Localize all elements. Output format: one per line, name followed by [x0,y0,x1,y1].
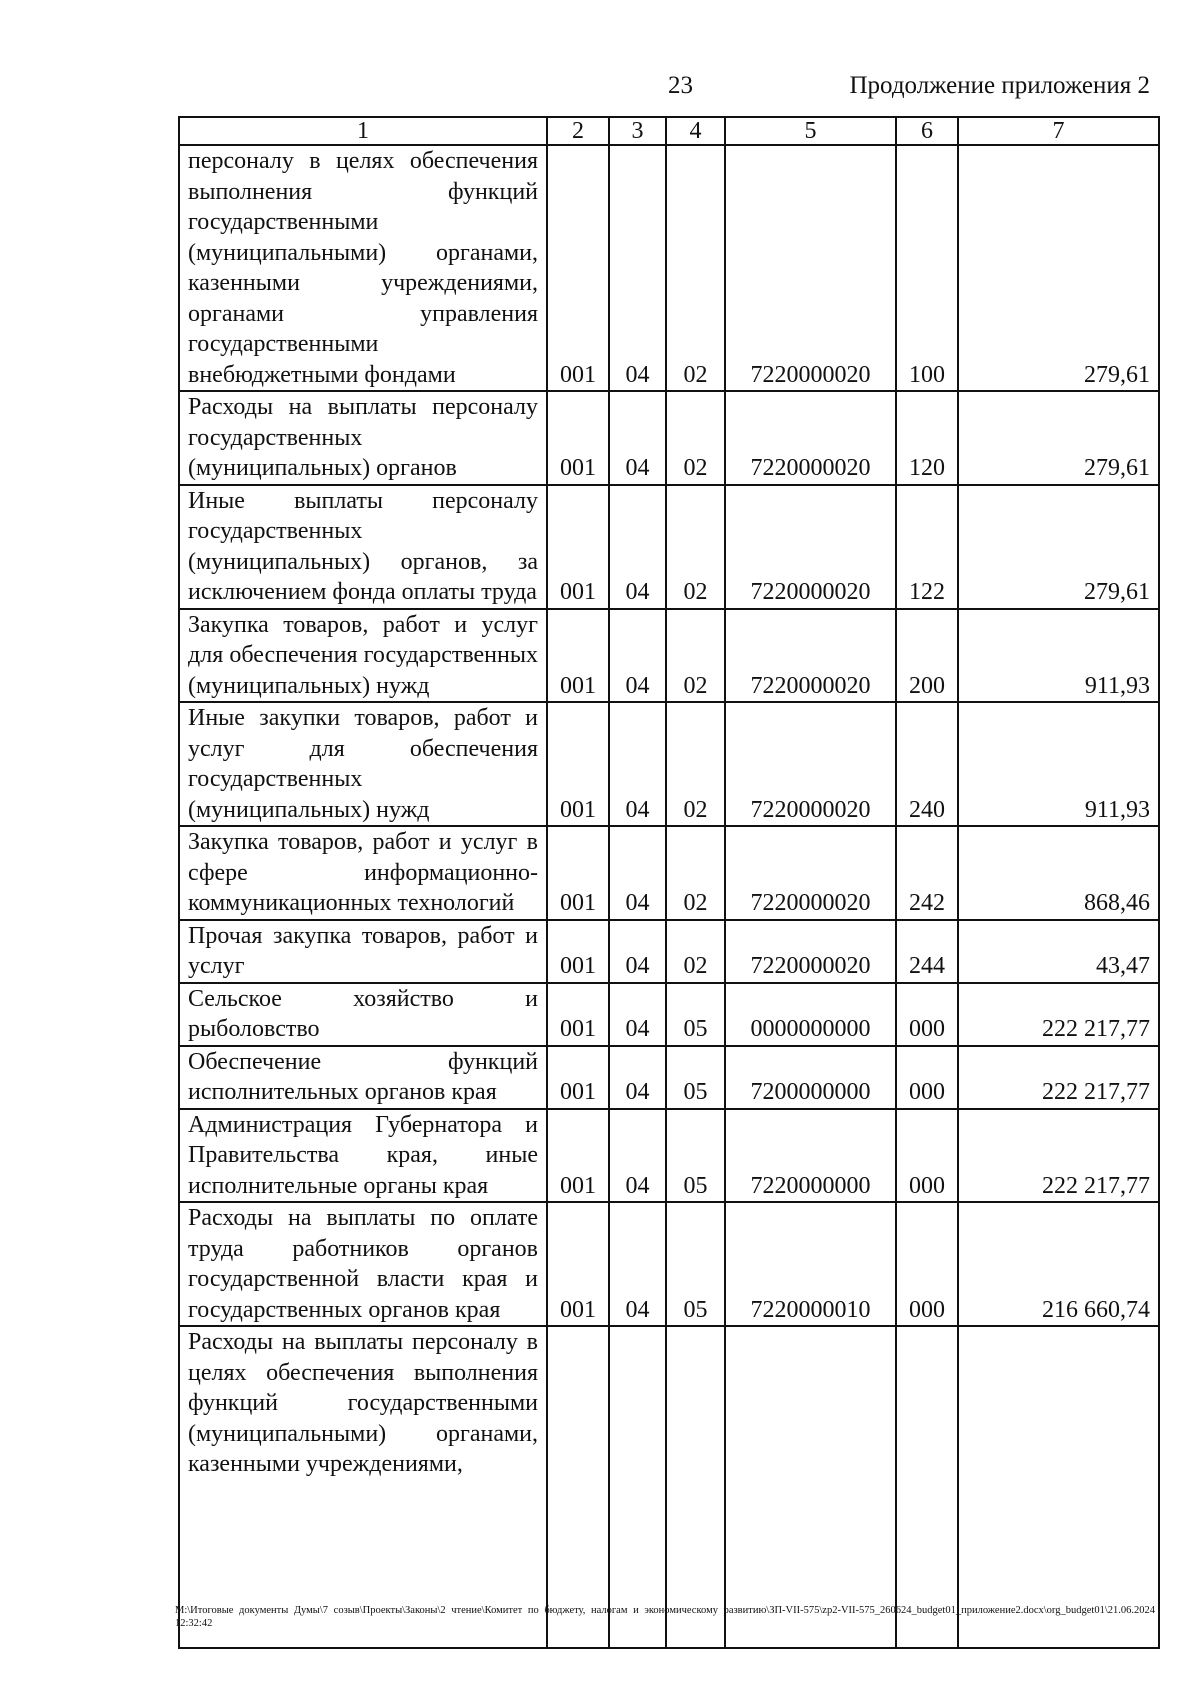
column-header: 2 [547,117,609,145]
row-description: Закупка товаров, работ и услуг для обеспечения государственных (муниципальных) нужд [179,609,547,703]
row-admin-code: 001 [547,702,609,826]
row-subsection-code: 02 [666,485,725,609]
table-row [179,1326,1159,1648]
row-expense-type-code: 000 [896,983,958,1046]
column-number-row [179,117,1159,145]
row-subsection-code [666,1326,725,1648]
row-amount: 279,61 [958,391,1159,485]
row-target-article-code: 7220000020 [725,826,896,920]
appendix-continuation-label: Продолжение приложения 2 [849,72,1150,99]
row-section-code: 04 [609,826,666,920]
row-amount: 868,46 [958,826,1159,920]
row-description: Иные выплаты персоналу государственных (муниципальных) органов, за исключением фонда оплаты труда [179,485,547,609]
table-row [179,609,1159,703]
row-admin-code [547,1326,609,1648]
row-target-article-code: 7220000000 [725,1109,896,1203]
row-amount: 222 217,77 [958,1109,1159,1203]
row-description: Закупка товаров, работ и услуг в сфере информационно-коммуникационных технологий [179,826,547,920]
row-target-article-code: 7220000020 [725,920,896,983]
table-body [179,145,1159,1648]
row-subsection-code: 05 [666,1202,725,1326]
row-subsection-code: 02 [666,702,725,826]
row-expense-type-code: 100 [896,145,958,391]
document-path-footer: M:\Итоговые документы Думы\7 созыв\Проекты\Законы\2 чтение\Комитет по бюджету, налогам и экономическому развитию\ЗП-VII-575\zp2-VII-575_260624_budget01_приложение2.docx\org_budget01\21.06.2024 12:32:42 [175,1605,1155,1629]
row-amount [958,1326,1159,1648]
row-description: Администрация Губернатора и Правительства края, иные исполнительные органы края [179,1109,547,1203]
row-admin-code: 001 [547,145,609,391]
page-number: 23 [668,72,693,99]
row-amount: 216 660,74 [958,1202,1159,1326]
row-expense-type-code: 120 [896,391,958,485]
row-target-article-code: 7220000020 [725,702,896,826]
column-header: 7 [958,117,1159,145]
row-description: Прочая закупка товаров, работ и услуг [179,920,547,983]
row-section-code: 04 [609,920,666,983]
row-subsection-code: 05 [666,983,725,1046]
table-row [179,485,1159,609]
row-section-code: 04 [609,983,666,1046]
row-subsection-code: 02 [666,391,725,485]
column-header: 5 [725,117,896,145]
row-description: Расходы на выплаты персоналу государственных (муниципальных) органов [179,391,547,485]
row-amount: 279,61 [958,145,1159,391]
row-section-code: 04 [609,702,666,826]
row-section-code: 04 [609,1202,666,1326]
row-admin-code: 001 [547,609,609,703]
table-row [179,1202,1159,1326]
row-description: Иные закупки товаров, работ и услуг для обеспечения государственных (муниципальных) нужд [179,702,547,826]
row-expense-type-code: 000 [896,1046,958,1109]
row-expense-type-code: 000 [896,1202,958,1326]
row-admin-code: 001 [547,826,609,920]
row-subsection-code: 02 [666,920,725,983]
table-row [179,1046,1159,1109]
row-expense-type-code: 122 [896,485,958,609]
row-expense-type-code: 242 [896,826,958,920]
row-amount: 222 217,77 [958,983,1159,1046]
table-row [179,826,1159,920]
row-target-article-code: 7220000010 [725,1202,896,1326]
column-header: 6 [896,117,958,145]
column-header: 4 [666,117,725,145]
row-expense-type-code: 000 [896,1109,958,1203]
row-admin-code: 001 [547,920,609,983]
row-amount: 222 217,77 [958,1046,1159,1109]
row-amount: 43,47 [958,920,1159,983]
table-row [179,1109,1159,1203]
row-subsection-code: 05 [666,1046,725,1109]
row-description: Обеспечение функций исполнительных органов края [179,1046,547,1109]
row-subsection-code: 02 [666,145,725,391]
table-row [179,983,1159,1046]
row-expense-type-code: 200 [896,609,958,703]
row-admin-code: 001 [547,485,609,609]
table-row [179,702,1159,826]
row-target-article-code: 7220000020 [725,485,896,609]
row-admin-code: 001 [547,1202,609,1326]
row-amount: 911,93 [958,702,1159,826]
row-description: Расходы на выплаты персоналу в целях обеспечения выполнения функций государственными (муниципальными) органами, казенными учреждениями, [179,1326,547,1648]
table-row [179,920,1159,983]
row-expense-type-code: 240 [896,702,958,826]
row-section-code: 04 [609,485,666,609]
row-expense-type-code: 244 [896,920,958,983]
row-description: Расходы на выплаты по оплате труда работников органов государственной власти края и государственных органов края [179,1202,547,1326]
row-description: персоналу в целях обеспечения выполнения функций государственными (муниципальными) органами, казенными учреждениями, органами управления государственными внебюджетными фондами [179,145,547,391]
row-admin-code: 001 [547,1109,609,1203]
column-header: 3 [609,117,666,145]
row-section-code: 04 [609,1046,666,1109]
row-admin-code: 001 [547,391,609,485]
budget-table [178,116,1160,1649]
row-subsection-code: 02 [666,826,725,920]
row-target-article-code: 7200000000 [725,1046,896,1109]
row-section-code: 04 [609,391,666,485]
table-row [179,391,1159,485]
row-admin-code: 001 [547,983,609,1046]
column-header: 1 [179,117,547,145]
row-description: Сельское хозяйство и рыболовство [179,983,547,1046]
row-expense-type-code [896,1326,958,1648]
row-target-article-code: 0000000000 [725,983,896,1046]
row-section-code: 04 [609,609,666,703]
row-target-article-code: 7220000020 [725,145,896,391]
row-target-article-code: 7220000020 [725,391,896,485]
row-subsection-code: 02 [666,609,725,703]
row-subsection-code: 05 [666,1109,725,1203]
row-section-code: 04 [609,1109,666,1203]
row-target-article-code: 7220000020 [725,609,896,703]
row-amount: 911,93 [958,609,1159,703]
table-row [179,145,1159,391]
row-target-article-code [725,1326,896,1648]
row-amount: 279,61 [958,485,1159,609]
row-section-code [609,1326,666,1648]
row-section-code: 04 [609,145,666,391]
row-admin-code: 001 [547,1046,609,1109]
